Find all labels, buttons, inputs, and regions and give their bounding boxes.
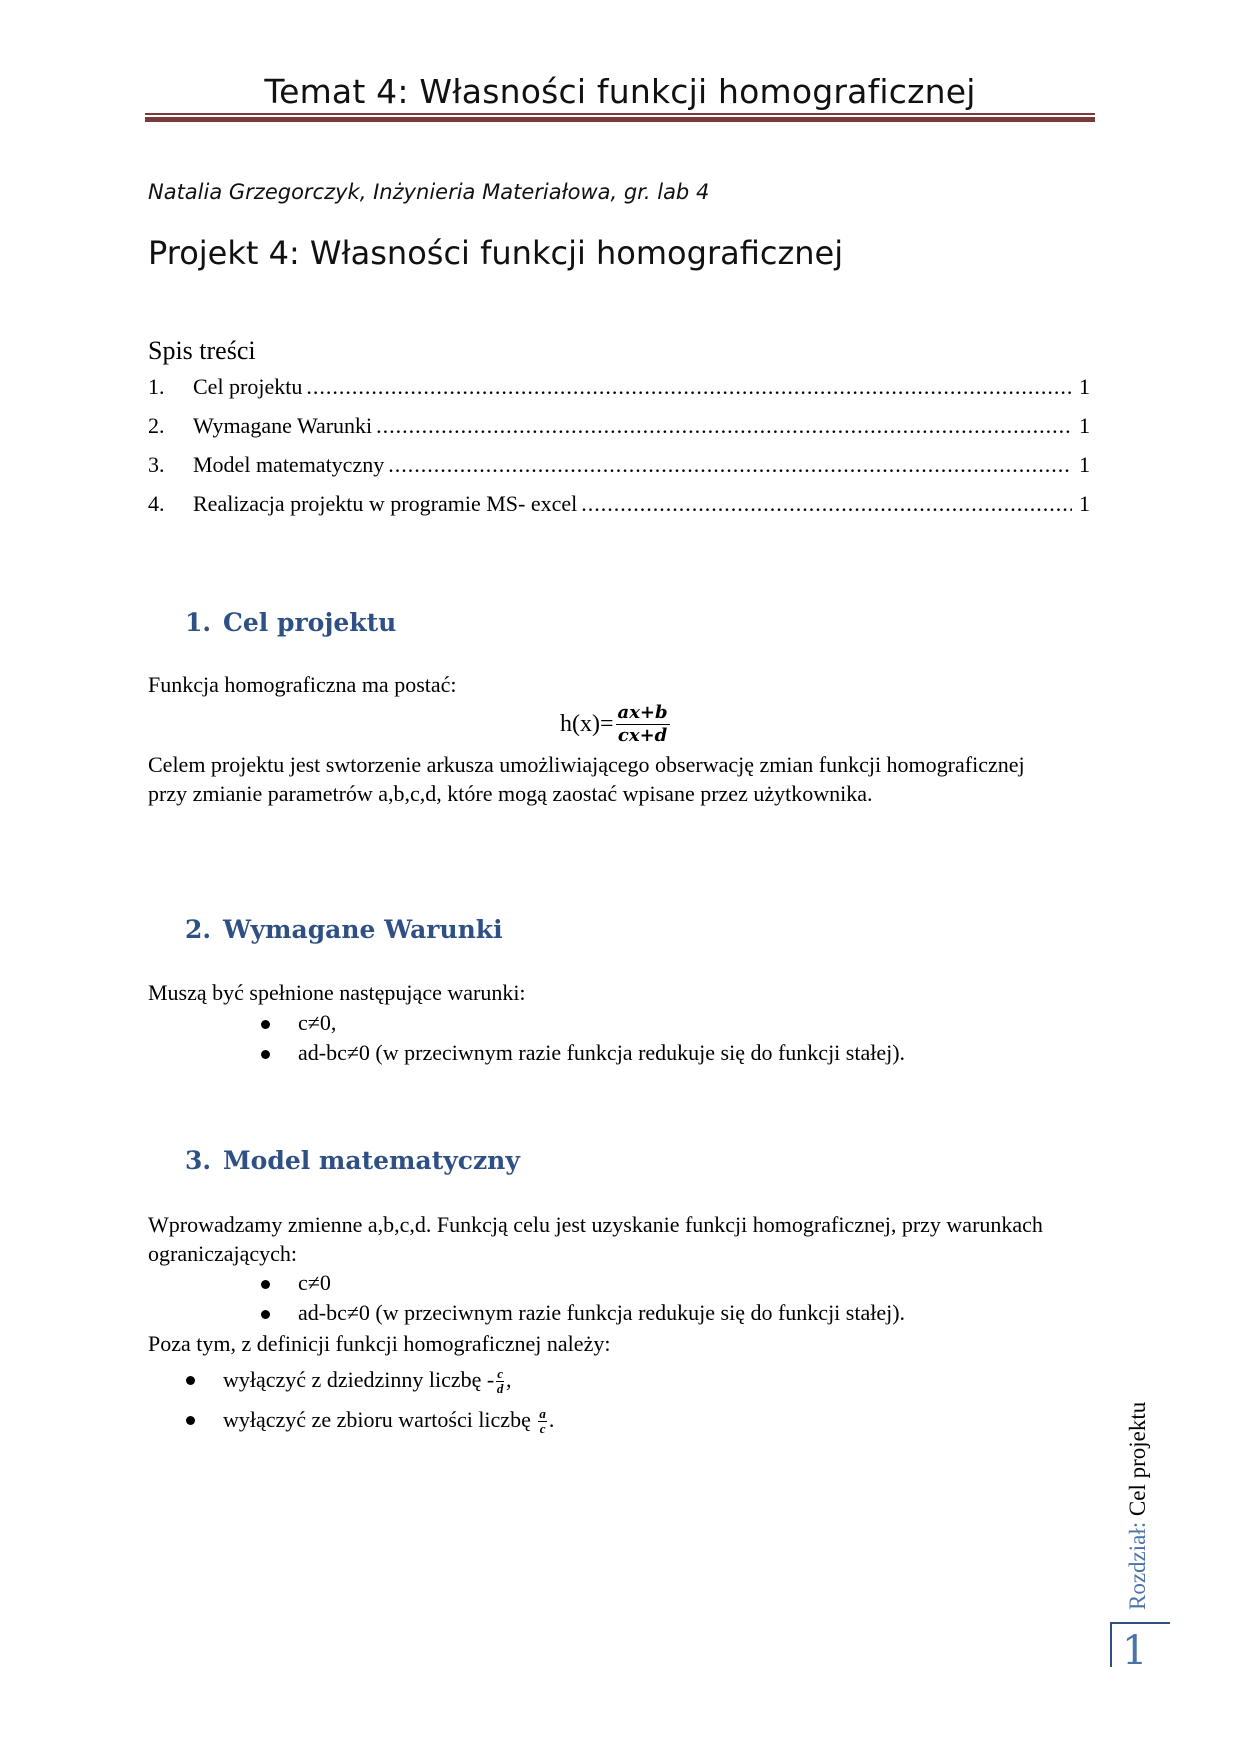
section-title: Wymagane Warunki xyxy=(223,915,503,944)
chapter-name: Cel projektu xyxy=(1125,1401,1150,1517)
section-heading-model-matematyczny xyxy=(185,1146,520,1175)
section-title: Model matematyczny xyxy=(223,1146,520,1175)
toc-item-number: 3. xyxy=(148,452,165,477)
list-item xyxy=(298,1298,905,1328)
page-number: 1 xyxy=(1122,1628,1148,1674)
bullet-icon xyxy=(186,1416,195,1425)
toc-item-label: Cel projektu xyxy=(193,374,303,399)
bullet-icon xyxy=(261,1280,270,1289)
fraction-a-over-c xyxy=(538,1407,547,1436)
section1-intro: Funkcja homograficzna ma postać: xyxy=(148,672,457,697)
toc-item-label: Model matematyczny xyxy=(193,452,385,477)
project-title: Projekt 4: Własności funkcji homograficznej xyxy=(148,234,844,272)
list-item-tail: . xyxy=(548,1407,555,1432)
formula-denominator: cx+d xyxy=(617,725,668,746)
list-item-text: wyłączyć z dziedzinny liczbę - xyxy=(223,1367,495,1392)
fraction-numerator: c xyxy=(497,1366,503,1382)
header-rule-thick xyxy=(145,117,1095,122)
toc-item-page: 1 xyxy=(1079,413,1090,438)
formula-fraction xyxy=(616,702,670,747)
side-chapter-label xyxy=(1125,1402,1151,1610)
fraction-denominator: d xyxy=(496,1381,504,1397)
toc-item-realizacja-projektu[interactable] xyxy=(148,491,1090,530)
list-item xyxy=(223,1360,554,1400)
section3-exclusions-list xyxy=(223,1360,554,1440)
page-number-rule xyxy=(1112,1622,1170,1624)
toc-item-number: 2. xyxy=(148,413,165,438)
header-rule-thin xyxy=(145,113,1095,115)
section-number: 2. xyxy=(185,915,212,944)
fraction-c-over-d xyxy=(496,1367,504,1396)
section2-conditions-list xyxy=(298,1008,905,1068)
section3-intro: Wprowadzamy zmienne a,b,c,d. Funkcją celu jest uzyskanie funkcji homograficznej, przy warunkach ograniczających: xyxy=(148,1212,1043,1266)
list-item xyxy=(298,1008,905,1038)
toc-leader-dots xyxy=(581,491,1072,517)
toc-item-number: 1. xyxy=(148,374,165,399)
toc-leader-dots xyxy=(306,374,1072,400)
section2-intro: Muszą być spełnione następujące warunki: xyxy=(148,980,526,1005)
toc-item-number: 4. xyxy=(148,491,165,516)
toc-item-model-matematyczny[interactable] xyxy=(148,452,1090,491)
bullet-icon xyxy=(261,1050,270,1059)
toc-item-label: Wymagane Warunki xyxy=(193,413,373,438)
toc-item-cel-projektu[interactable] xyxy=(148,374,1090,413)
bullet-icon xyxy=(261,1020,270,1029)
section3-after: Poza tym, z definicji funkcji homograficznej należy: xyxy=(148,1331,611,1356)
toc-item-page: 1 xyxy=(1079,374,1090,399)
bullet-icon xyxy=(186,1376,195,1385)
fraction-denominator: c xyxy=(539,1421,546,1437)
toc-leader-dots xyxy=(376,413,1072,439)
list-item-text: c≠0 xyxy=(298,1270,331,1295)
bullet-icon xyxy=(261,1310,270,1319)
list-item xyxy=(223,1400,554,1440)
list-item-text: wyłączyć ze zbioru wartości liczbę xyxy=(223,1407,537,1432)
section-heading-cel-projektu xyxy=(185,608,396,637)
section-number: 3. xyxy=(185,1146,212,1175)
homographic-formula xyxy=(560,702,670,747)
list-item xyxy=(298,1268,905,1298)
list-item-text: c≠0, xyxy=(298,1010,337,1035)
chapter-prefix: Rozdział: xyxy=(1125,1521,1150,1610)
page-number-rule-vertical xyxy=(1110,1622,1112,1667)
author-line: Natalia Grzegorczyk, Inżynieria Materiałowa, gr. lab 4 xyxy=(148,180,710,204)
toc-item-page: 1 xyxy=(1079,452,1090,477)
toc-title: Spis treści xyxy=(148,336,256,365)
section-heading-wymagane-warunki xyxy=(185,915,503,944)
list-item xyxy=(298,1038,905,1068)
toc-item-label: Realizacja projektu w programie MS- excel xyxy=(193,491,578,516)
section-number: 1. xyxy=(185,608,212,637)
formula-numerator: ax+b xyxy=(617,702,668,723)
toc-item-wymagane-warunki[interactable] xyxy=(148,413,1090,452)
toc-item-page: 1 xyxy=(1079,491,1090,516)
section1-body: Celem projektu jest swtorzenie arkusza umożliwiającego obserwację zmian funkcji homograficznej przy zmianie parametrów a,b,c,d, które mogą zaostać wpisane przez użytkownika. xyxy=(148,752,1025,806)
section3-conditions-list xyxy=(298,1268,905,1328)
toc-leader-dots xyxy=(388,452,1072,478)
fraction-numerator: a xyxy=(539,1406,546,1422)
running-header-title: Temat 4: Własności funkcji homograficznej xyxy=(264,72,976,111)
table-of-contents xyxy=(148,374,1090,530)
list-item-text: ad-bc≠0 (w przeciwnym razie funkcja redukuje się do funkcji stałej). xyxy=(298,1040,906,1065)
formula-lhs: h(x)= xyxy=(560,711,614,737)
list-item-tail: , xyxy=(505,1367,512,1392)
list-item-text: ad-bc≠0 (w przeciwnym razie funkcja redukuje się do funkcji stałej). xyxy=(298,1300,906,1325)
section-title: Cel projektu xyxy=(223,608,397,637)
